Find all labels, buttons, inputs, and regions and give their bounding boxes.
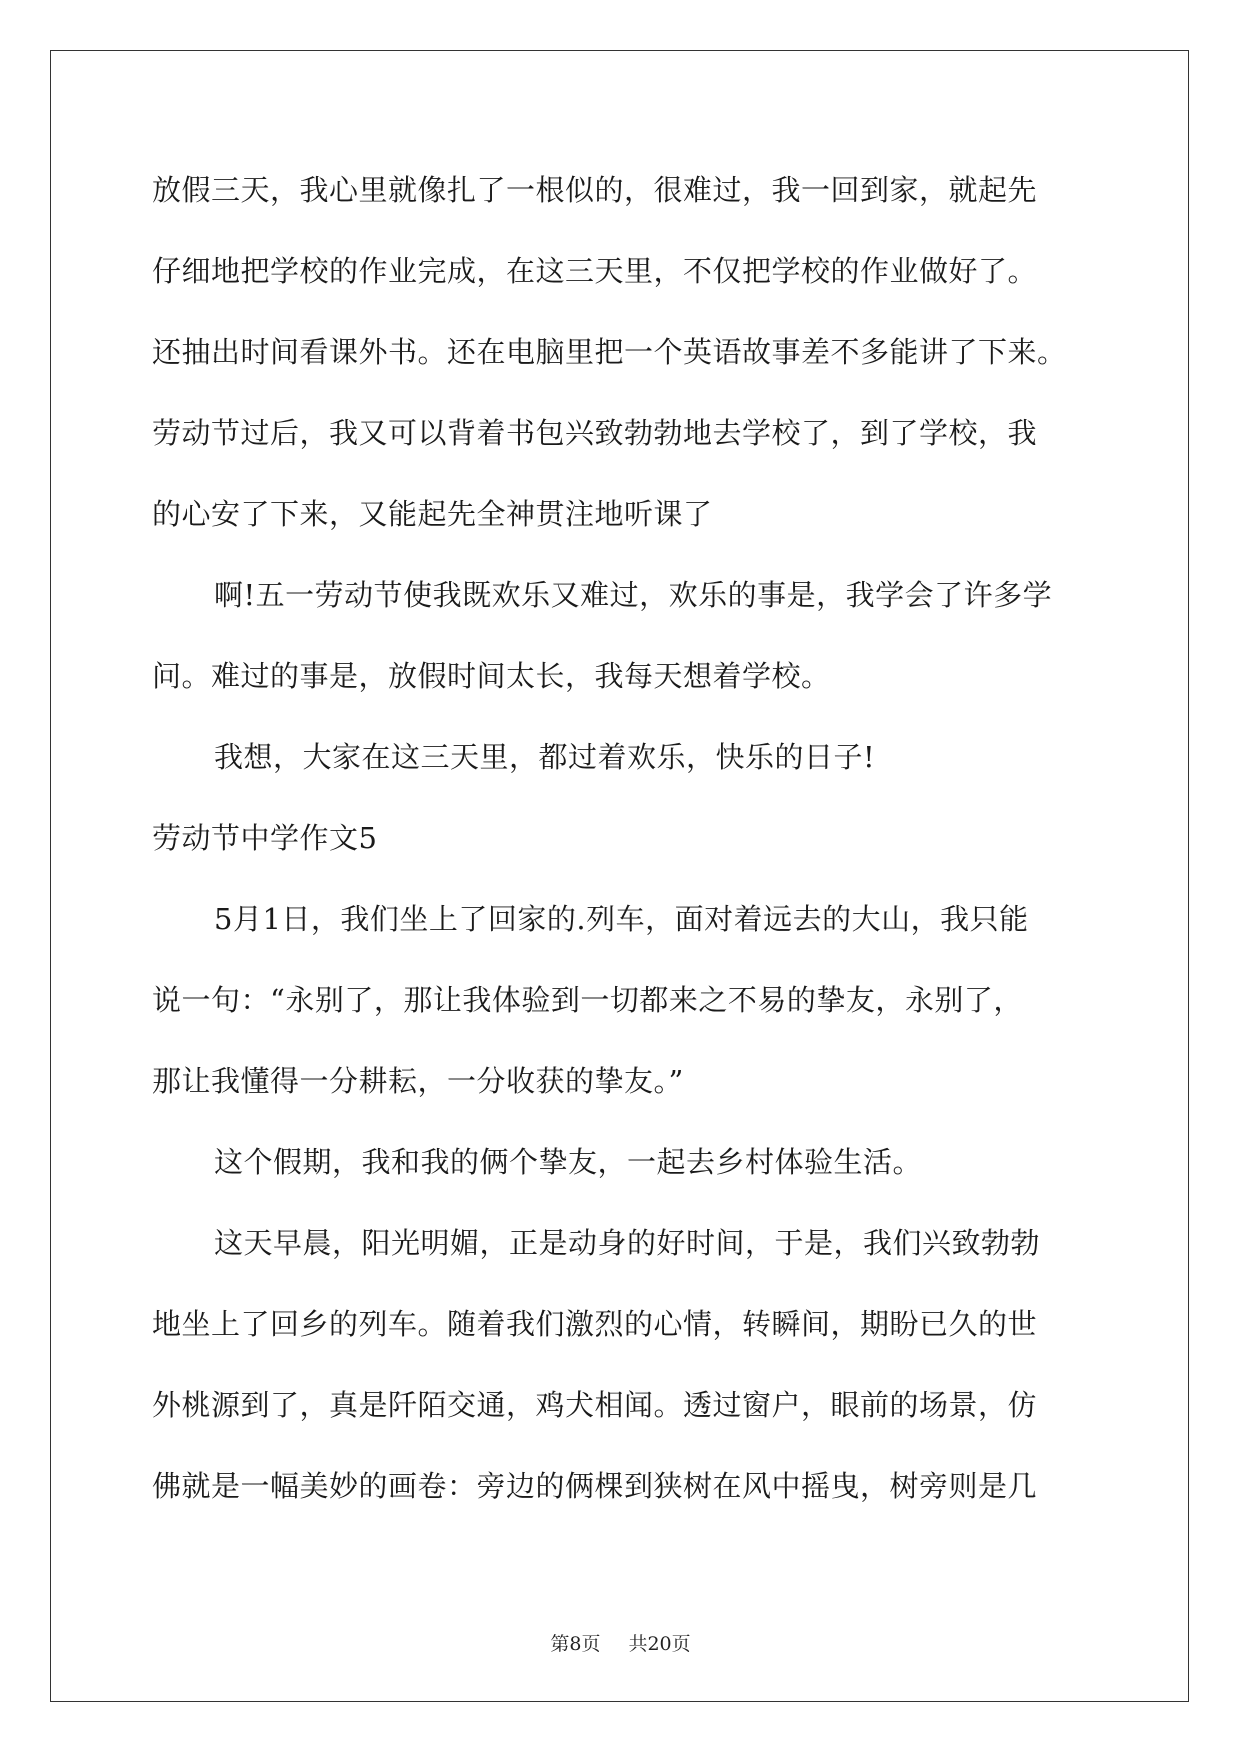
- text-line-17: 佛就是一幅美妙的画卷：旁边的俩棵到狭树在风中摇曳，树旁则是几: [152, 1469, 1038, 1503]
- text-line-6: 啊!五一劳动节使我既欢乐又难过，欢乐的事是，我学会了许多学: [214, 578, 1053, 612]
- text-line-4: 劳动节过后，我又可以背着书包兴致勃勃地去学校了，到了学校，我: [152, 416, 1038, 450]
- text-line-2: 仔细地把学校的作业完成，在这三天里，不仅把学校的作业做好了。: [152, 254, 1038, 288]
- text-line-7: 问。难过的事是，放假时间太长，我每天想着学校。: [152, 659, 831, 693]
- page-footer: [0, 1632, 1241, 1656]
- text-line-10: 5月1日，我们坐上了回家的.列车，面对着远去的大山，我只能: [214, 902, 1029, 936]
- text-line-16: 外桃源到了，真是阡陌交通，鸡犬相闻。透过窗户，眼前的场景，仿: [152, 1388, 1038, 1422]
- text-line-15: 地坐上了回乡的列车。随着我们激烈的心情，转瞬间，期盼已久的世: [152, 1307, 1038, 1341]
- page-number: 第8页: [550, 1633, 601, 1655]
- text-line-12: 那让我懂得一分耕耘，一分收获的挚友。”: [152, 1064, 684, 1098]
- text-line-3: 还抽出时间看课外书。还在电脑里把一个英语故事差不多能讲了下来。: [152, 335, 1067, 369]
- text-line-5: 的心安了下来，又能起先全神贯注地听课了: [152, 497, 713, 531]
- page-border: [50, 50, 1189, 1702]
- section-heading: 劳动节中学作文5: [152, 821, 378, 855]
- text-line-8: 我想，大家在这三天里，都过着欢乐，快乐的日子!: [214, 740, 876, 774]
- text-line-13: 这个假期，我和我的俩个挚友，一起去乡村体验生活。: [214, 1145, 923, 1179]
- text-line-14: 这天早晨，阳光明媚，正是动身的好时间，于是，我们兴致勃勃: [214, 1226, 1041, 1260]
- text-line-11: 说一句：“永别了，那让我体验到一切都来之不易的挚友，永别了，: [152, 983, 1023, 1017]
- text-line-1: 放假三天，我心里就像扎了一根似的，很难过，我一回到家，就起先: [152, 173, 1038, 207]
- page-total: 共20页: [628, 1633, 691, 1655]
